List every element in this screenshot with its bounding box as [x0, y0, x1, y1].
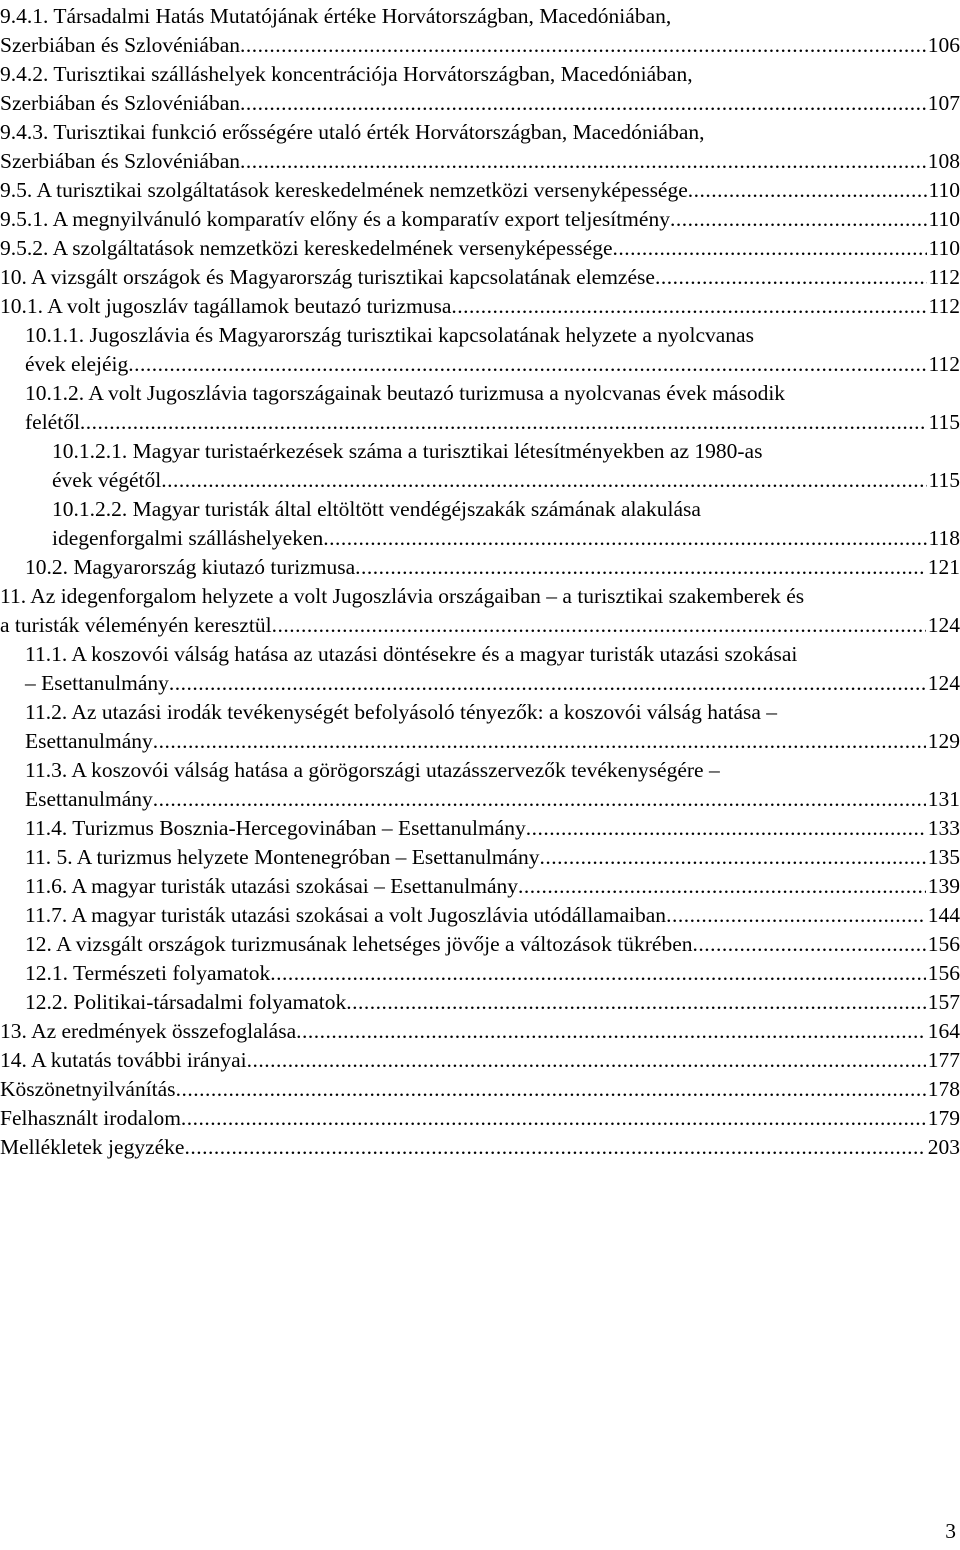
toc-entry-title: 14. A kutatás további irányai: [0, 1048, 247, 1072]
toc-entry-page: 164: [927, 1019, 960, 1043]
toc-entry-title: 11.2. Az utazási irodák tevékenységét befolyásoló tényezők: a koszovói válság hatása –: [25, 700, 778, 724]
toc-entry-page: 108: [927, 149, 960, 173]
toc-entry[interactable]: [0, 321, 960, 379]
toc-entry[interactable]: [0, 582, 960, 640]
toc-entry-title: 12.1. Természeti folyamatok: [25, 961, 271, 985]
toc-entry[interactable]: [0, 205, 960, 234]
toc-entry-page: 135: [927, 845, 960, 869]
toc-entry[interactable]: [0, 1017, 960, 1046]
toc-entry[interactable]: [0, 872, 960, 901]
toc-entry[interactable]: [0, 1104, 960, 1133]
toc-entry-title-cont: Szerbiában és Szlovéniában: [0, 149, 240, 173]
toc-entry-title: 9.4.2. Turisztikai szálláshelyek koncentrációja Horvátországban, Macedóniában,: [0, 62, 693, 86]
toc-entry-title: 9.4.3. Turisztikai funkció erősségére utaló érték Horvátországban, Macedóniában,: [0, 120, 705, 144]
toc-entry-page: 133: [927, 816, 960, 840]
toc-entry-page: 131: [927, 787, 960, 811]
toc-entry[interactable]: [0, 118, 960, 176]
toc-entry-title: 10. A vizsgált országok és Magyarország turisztikai kapcsolatának elemzése: [0, 265, 655, 289]
toc-entry[interactable]: [0, 60, 960, 118]
toc-entry[interactable]: [0, 437, 960, 495]
toc-entry[interactable]: [0, 234, 960, 263]
toc-entry-title: 10.1.2.1. Magyar turistaérkezések száma a turisztikai létesítményekben az 1980-as: [52, 439, 763, 463]
toc-entry-page: 112: [928, 294, 960, 318]
toc-entry-page: 115: [928, 410, 960, 434]
toc-entry-page: 106: [927, 33, 960, 57]
toc-entry-title-cont: Esettanulmány: [25, 787, 153, 811]
toc-entry[interactable]: [0, 988, 960, 1017]
toc-entry-page: 107: [927, 91, 960, 115]
toc-entry-title: Felhasznált irodalom: [0, 1106, 181, 1130]
toc-entry-title: 10.1. A volt jugoszláv tagállamok beutazó turizmusa: [0, 294, 452, 318]
toc-entry[interactable]: [0, 1075, 960, 1104]
toc-entry-page: 129: [927, 729, 960, 753]
toc-entry-title-cont: – Esettanulmány: [25, 671, 169, 695]
toc-entry-title: Mellékletek jegyzéke: [0, 1135, 185, 1159]
toc-entry-page: 118: [928, 526, 960, 550]
toc-entry-page: 156: [927, 961, 960, 985]
toc-entry-title: 11.3. A koszovói válság hatása a görögországi utazásszervezők tevékenységére –: [25, 758, 720, 782]
toc-entry-page: 144: [927, 903, 960, 927]
toc-entry-page: 115: [928, 468, 960, 492]
toc-entry-title-cont: Szerbiában és Szlovéniában: [0, 33, 240, 57]
toc-entry-title: 10.1.2.2. Magyar turisták által eltöltött vendégéjszakák számának alakulása: [52, 497, 701, 521]
toc-entry-title-cont: idegenforgalmi szálláshelyeken: [52, 526, 324, 550]
toc-entry-page: 110: [928, 207, 960, 231]
toc-entry[interactable]: [0, 901, 960, 930]
toc-entry-title: 11.1. A koszovói válság hatása az utazási döntésekre és a magyar turisták utazási szokásai: [25, 642, 798, 666]
toc-entry[interactable]: [0, 698, 960, 756]
toc-entry-page: 139: [927, 874, 960, 898]
toc-entry[interactable]: [0, 1133, 960, 1162]
toc-entry[interactable]: [0, 814, 960, 843]
toc-entry-title: 11.7. A magyar turisták utazási szokásai a volt Jugoszlávia utódállamaiban: [25, 903, 667, 927]
toc-entry-page: 157: [927, 990, 960, 1014]
toc-entry[interactable]: [0, 263, 960, 292]
toc-entry-title-cont: Esettanulmány: [25, 729, 153, 753]
toc-entry-page: 177: [927, 1048, 960, 1072]
toc-entry-title: 9.5.1. A megnyilvánuló komparatív előny és a komparatív export teljesítmény: [0, 207, 670, 231]
toc-entry-page: 110: [928, 178, 960, 202]
toc-entry-title: 9.5. A turisztikai szolgáltatások kereskedelmének nemzetközi versenyképessége: [0, 178, 688, 202]
toc-entry[interactable]: [0, 2, 960, 60]
toc-entry-title: 11. Az idegenforgalom helyzete a volt Jugoszlávia országaiban – a turisztikai szakemberek és: [0, 584, 805, 608]
toc-entry-title: 10.1.2. A volt Jugoszlávia tagországainak beutazó turizmusa a nyolcvanas évek második: [25, 381, 786, 405]
toc-entry-title-cont: a turisták véleményén keresztül: [0, 613, 272, 637]
toc-entry-title: 9.5.2. A szolgáltatások nemzetközi kereskedelmének versenyképessége: [0, 236, 613, 260]
toc-entry-title: 13. Az eredmények összefoglalása: [0, 1019, 297, 1043]
toc-entry[interactable]: [0, 1046, 960, 1075]
toc-entry-title: 10.2. Magyarország kiutazó turizmusa: [25, 555, 356, 579]
toc-entry-title-cont: felétől: [25, 410, 80, 434]
toc-entry-page: 112: [928, 265, 960, 289]
toc-entry-title-cont: Szerbiában és Szlovéniában: [0, 91, 240, 115]
toc-entry[interactable]: [0, 843, 960, 872]
toc-entry-title-cont: évek végétől: [52, 468, 162, 492]
toc-entry[interactable]: [0, 495, 960, 553]
toc-entry-title: 11.6. A magyar turisták utazási szokásai – Esettanulmány: [25, 874, 518, 898]
toc-entry-page: 124: [927, 671, 960, 695]
toc-entry-page: 156: [927, 932, 960, 956]
toc-entry-title: 12.2. Politikai-társadalmi folyamatok: [25, 990, 347, 1014]
toc-entry-page: 121: [927, 555, 960, 579]
toc-entry-page: 124: [927, 613, 960, 637]
toc-entry-title-cont: évek elejéig: [25, 352, 129, 376]
toc-entry-title: 9.4.1. Társadalmi Hatás Mutatójának értéke Horvátországban, Macedóniában,: [0, 4, 672, 28]
toc-entry[interactable]: [0, 176, 960, 205]
toc-entry-page: 179: [927, 1106, 960, 1130]
toc-entry[interactable]: [0, 959, 960, 988]
toc-entry[interactable]: [0, 756, 960, 814]
toc-entry[interactable]: [0, 553, 960, 582]
toc-entry-page: 203: [927, 1135, 960, 1159]
toc-entry[interactable]: [0, 930, 960, 959]
toc-entry-page: 178: [927, 1077, 960, 1101]
toc-entry-title: Köszönetnyilvánítás: [0, 1077, 176, 1101]
table-of-contents: [0, 2, 960, 1162]
toc-entry-page: 110: [928, 236, 960, 260]
toc-entry[interactable]: [0, 640, 960, 698]
toc-entry-title: 10.1.1. Jugoszlávia és Magyarország turisztikai kapcsolatának helyzete a nyolcvanas: [25, 323, 754, 347]
toc-entry-title: 12. A vizsgált országok turizmusának lehetséges jövője a változások tükrében: [25, 932, 693, 956]
toc-entry-title: 11. 5. A turizmus helyzete Montenegróban – Esettanulmány: [25, 845, 540, 869]
toc-entry-title: 11.4. Turizmus Bosznia-Hercegovinában – Esettanulmány: [25, 816, 526, 840]
page-number: 3: [945, 1519, 956, 1543]
toc-entry[interactable]: [0, 292, 960, 321]
toc-entry-page: 112: [928, 352, 960, 376]
toc-entry[interactable]: [0, 379, 960, 437]
